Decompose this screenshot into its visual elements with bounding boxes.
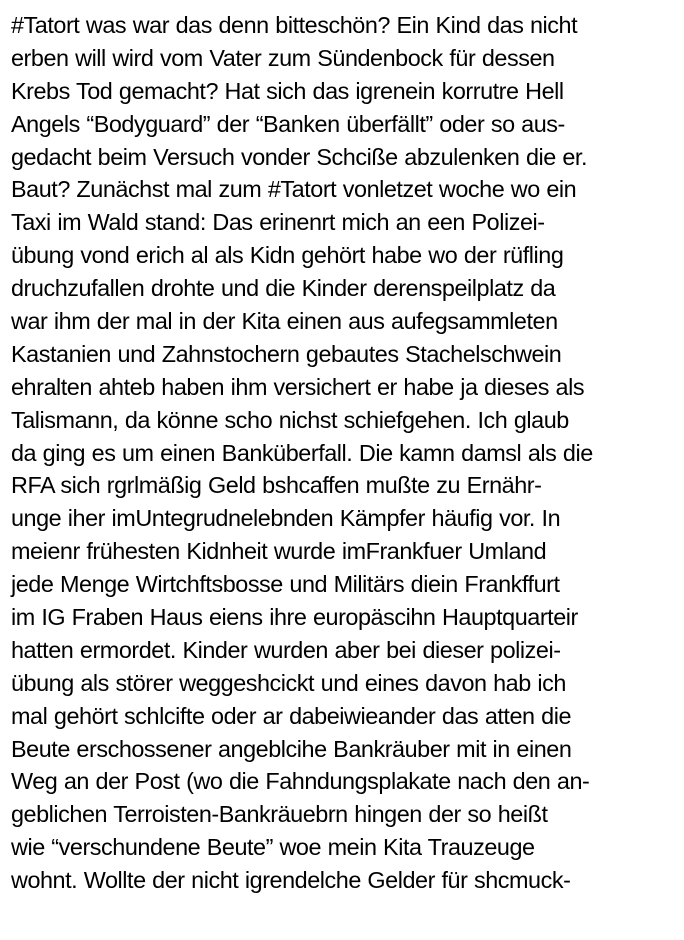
text-line: unge iher imUntegrudnelebnden Kämpfer häufig vor. In: [11, 505, 561, 532]
text-line: wie “verschundene Beute” woe mein Kita Trauzeuge: [11, 834, 535, 861]
text-line: meienr frühesten Kidnheit wurde imFrankfuer Umland: [11, 538, 547, 565]
text-line: übung als störer weggeshcickt und eines davon hab ich: [11, 669, 566, 696]
text-line: im IG Fraben Haus eiens ihre europäscihn Hauptquarteir: [11, 604, 578, 631]
text-line: war ihm der mal in der Kita einen aus aufegsammleten: [11, 308, 558, 335]
text-line: Talismann, da könne scho nichst schiefgehen. Ich glaub: [11, 406, 569, 433]
text-line: Kastanien und Zahnstochern gebautes Stachelschwein: [11, 340, 562, 367]
text-line: Baut? Zunächst mal zum #Tatort vonletzet woche wo ein: [11, 176, 577, 203]
text-line: Angels “Bodyguard” der “Banken überfällt” oder so aus-: [11, 110, 565, 137]
text-line: wohnt. Wollte der nicht igrendelche Gelder für shcmuck-: [11, 867, 571, 894]
text-line: Weg an der Post (wo die Fahndungsplakate nach den an-: [11, 768, 590, 795]
text-line: geblichen Terroisten-Bankräuebrn hingen der so heißt: [11, 801, 548, 828]
text-line: übung vond erich al als Kidn gehört habe wo der rüfling: [11, 242, 564, 269]
text-line: erben will wird vom Vater zum Sündenbock für dessen: [11, 44, 555, 71]
text-line: mal gehört schlcifte oder ar dabeiwieander das atten die: [11, 702, 572, 729]
text-line: Taxi im Wald stand: Das erinenrt mich an een Polizei-: [11, 209, 545, 236]
text-line: hatten ermordet. Kinder wurden aber bei dieser polizei-: [11, 636, 561, 663]
text-line: RFA sich rgrlmäßig Geld bshcaffen mußte zu Ernähr-: [11, 472, 542, 499]
text-line: Krebs Tod gemacht? Hat sich das igrenein korrutre Hell: [11, 77, 564, 104]
text-line: druchzufallen drohte und die Kinder derenspeilplatz da: [11, 275, 556, 302]
text-line: jede Menge Wirtchftsbosse und Militärs diein Frankffurt: [11, 571, 560, 598]
text-line: #Tatort was war das denn bitteschön? Ein Kind das nicht: [11, 12, 578, 38]
text-line: Beute erschossener angeblcihe Bankräuber mit in einen: [11, 735, 572, 762]
text-line: ehralten ahteb haben ihm versichert er habe ja dieses als: [11, 373, 585, 400]
text-line: da ging es um einen Banküberfall. Die kamn damsl als die: [11, 439, 593, 466]
body-text: [11, 9, 683, 897]
text-line: gedacht beim Versuch vonder Schciße abzulenken die er.: [11, 143, 588, 170]
